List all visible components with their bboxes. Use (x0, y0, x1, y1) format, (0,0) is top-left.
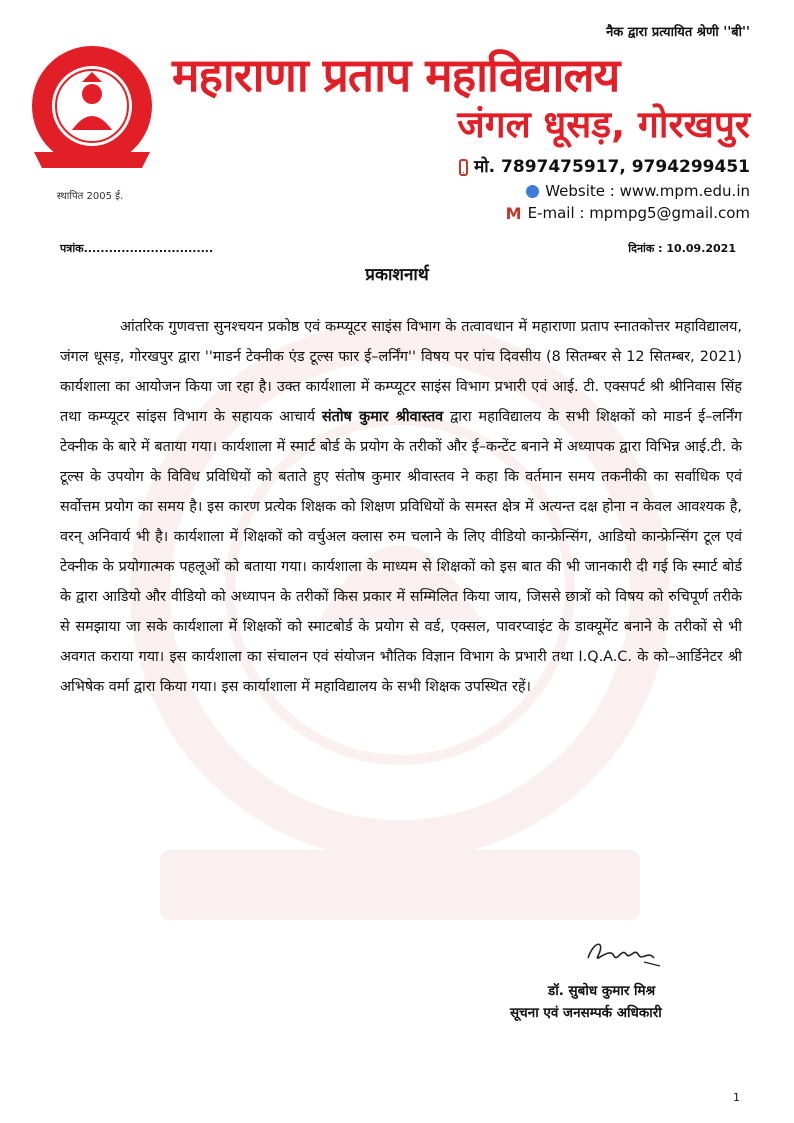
body-highlight-name: संतोष कुमार श्रीवास्तव (321, 409, 444, 425)
globe-icon (526, 185, 539, 198)
body-paragraph (60, 312, 742, 702)
college-seal-logo (22, 42, 162, 182)
letterhead (0, 0, 794, 235)
college-name: महाराणा प्रताप महाविद्यालय (172, 48, 620, 102)
letter-date: दिनांक : 10.09.2021 (628, 242, 736, 255)
founded-year: स्थापित 2005 ई. (56, 191, 124, 202)
website-text[interactable]: Website : www.mpm.edu.in (545, 182, 750, 200)
phone-icon (459, 159, 468, 176)
letter-body (60, 312, 742, 702)
email-line (506, 204, 750, 223)
naac-grade: नैक द्वारा प्रत्यायित श्रेणी ''बी'' (606, 25, 750, 40)
signature (584, 936, 664, 970)
body-text-part-2: द्वारा महाविद्यालय के सभी शिक्षकों को माडर्न ई–लर्निंग टेक्नीक के बारे में बताया गया। कार्यशाला में स्मार्ट बोर्ड के प्रयोग के तरीकों और ई–कन्टेंट बनाने में अध्यापक द्वारा विभिन्न आई.टी. के टूल्स के उपयोग के विविध प्रविधियों को बताते हुए संतोष कुमार श्रीवास्तव ने कहा कि वर्तमान समय तकनीकी का सर्वाधिक एवं सर्वोत्तम प्रयोग का समय है। इस कारण प्रत्येक शिक्षक को शिक्षण प्रविधियों के समस्त क्षेत्र में अत्यन्त दक्ष होना न केवल आवश्यक है, वरन् अनिवार्य भी है। कार्यशाला में शिक्षकों को वर्चुअल क्लास रुम चलाने के लिए वीडियो कान्फ्रेन्सिंग, आडियो कान्फ्रेन्सिंग टूल एवं टेक्नीक के प्रयोगात्मक पहलूओं को बताया गया। कार्यशाला के माध्यम से शिक्षकों को इस बात की भी जानकारी दी गई कि स्मार्ट बोर्ड के द्वारा आडियो और वीडियो को अध्यापन के तरीकों किस प्रकार में सम्मिलित किया जाय, जिससे छात्रों को विषय को रुचिपूर्ण तरीके से समझाया जा सके कार्यशाला में शिक्षकों को स्माटबोर्ड के प्रयोग से वर्ड, एक्सल, पावरप्वाइंट के डाक्यूमेंट बनाने के तरीकों से भी अवगत कराया गया। इस कार्यशाला का संचालन एवं संयोजन भौतिक विज्ञान विभाग के प्रभारी तथा I.Q.A.C. के को–आर्डिनेटर श्री अभिषेक वर्मा द्वारा किया गया। इस कार्याशाला में महाविद्यालय के सभी शिक्षक उपस्थित रहें। (60, 409, 742, 695)
signatory-role: सूचना एवं जनसम्पर्क अधिकारी (510, 1005, 662, 1021)
signatory-name: डॉ. सुबोध कुमार मिश्र (548, 983, 656, 999)
website-line (526, 182, 750, 200)
phone-line (459, 154, 750, 177)
college-place: जंगल धूसड़, गोरखपुर (457, 103, 750, 146)
letter-title: प्रकाशनार्थ (365, 265, 429, 285)
mail-icon: M (505, 204, 522, 223)
page-number: 1 (733, 1091, 740, 1104)
reference-number: पत्रांक............................... (60, 242, 214, 255)
reference-date-row (60, 241, 736, 257)
body-text-part-1: आंतरिक गुणवत्ता सुनश्चयन प्रकोष्ठ एवं कम्प्यूटर साइंस विभाग के तत्वावधान में महाराणा प्रताप स्नातकोत्तर महाविद्यालय, जंगल धूसड़, गोरखपुर द्वारा ''माडर्न टेक्नीक एंड टूल्स फार ई–लर्निंग'' विषय पर पांच दिवसीय (8 सितम्बर से 12 सितम्बर, 2021) कार्यशाला का आयोजन किया जा रहा है। उक्त कार्यशाला में कम्प्यूटर साइंस विभाग प्रभारी एवं आई. टी. एक्सपर्ट श्री श्रीनिवास सिंह तथा कम्प्यूटर सांइस विभाग के सहायक आचार्य (60, 319, 742, 425)
email-text[interactable]: E-mail : mpmpg5@gmail.com (527, 204, 750, 222)
phone-number: मो. 7897475917, 9794299451 (474, 157, 750, 177)
